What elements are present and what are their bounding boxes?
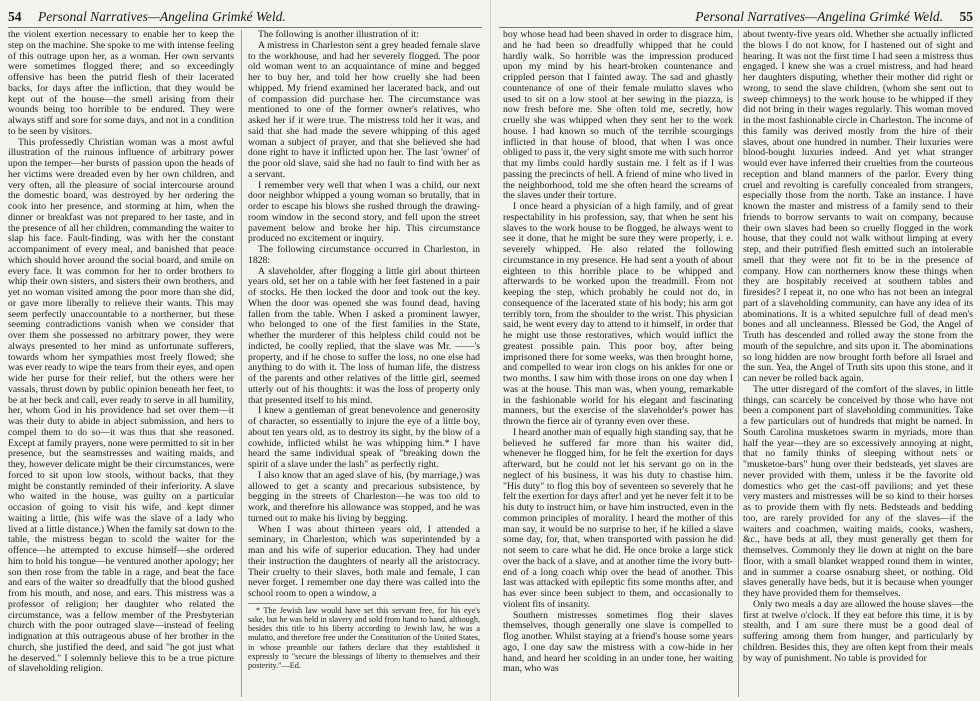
paragraph: I also know that an aged slave of his, (by marriage,) was allowed to get a scanty and precarious subsistence, by begging in the streets of Charleston—he was too old to work, and therefore his allowance was stopped, and he was turned out to make his living by begging. bbox=[248, 469, 480, 524]
paragraph: the violent exertion necessary to enable her to keep the step on the machine. She spoke to me with intense feeling of this outrage upon her, as a woman. Her own servants were sometimes flogged there; and so exceedingly offensive has been the putrid flesh of their lacerated backs, for days after the infliction, that they would be kept out of the house—the smell arising from their wounds being too horrible to be endured. They were always stiff and sore for some days, and not in a condition to be seen by visitors. bbox=[8, 30, 234, 137]
paragraph: This professedly Christian woman was a most awful illustration of the ruinous influence of arbitrary power upon the temper—her bursts of passion upon the heads of her victims were dreaded even by her own children, and very often, all the pleasure of social intercourse around the domestic board, was destroyed by her ordering the cook into her presence, and storming at him, when the dinner or breakfast was not prepared to her taste, and in the presence of all her children, commanding the waiter to slap his face. Fault-finding, was with her the constant accompaniment of every meal, and banished that peace which should hover around the social board, and smile on every face. It was common for her to order brothers to whip their own sisters, and sisters their own brothers, and yet no woman visited among the poor more than she did, or gave more liberally to relieve their wants. This may seem perfectly unaccountable to a northerner, but these seeming contradictions vanish when we consider that over them she possessed no arbitrary power, they were always presented to her mind as unfortunate sufferers, towards whom her sympathies most freely flowed; she was ever ready to wipe the tears from their eyes, and open wide her purse for their relief, but the others were her vassals, thrust down by public opinion beneath her feet, to be at her beck and call, ever ready to serve in all humility, her, whom God in his providence had set over them—it was their duty to abide in abject submission, and hers to compel them to do so—it was thus that she reasoned. Except at family prayers, none were permitted to sit in her presence, but the seamstresses and waiting maids, and they, however delicate might be their circumstances, were forced to sit upon low stools, without backs, that they might be constantly reminded of their inferiority. A slave who waited in the house, was guilty on a particular occasion of going to visit his wife, and kept dinner waiting a little, (his wife was the slave of a lady who lived at a little distance.) When the family sat down to the table, the mistress began to scold the waiter for the offence—he attempted to excuse himself—she ordered him to hold his tongue—he ventured another apology; her son then rose from the table in a rage, and beat the face and ears of the waiter so dreadfully that the blood gushed from his mouth, and nose, and ears. This mistress was a professor of religion; her daughter who related the circumstance, was a fellow member of the Presbyterian church with the poor outraged slave—instead of feeling indignation at this outrageous abuse of her brother in the church, she justified the deed, and said "he got just what he deserved." I solemnly believe this to be a true picture of slaveholding religion. bbox=[8, 136, 234, 675]
right-running-head: Personal Narratives—Angelina Grimké Weld. bbox=[695, 9, 943, 24]
paragraph: Southern mistresses sometimes flog their slaves themselves, though generally one slave is compelled to flog another. Whilst staying at a friend's house some years ago, I one day saw the mistress with a cow-hide in her hand, and heard her scolding in an under tone, her waiting man, who was bbox=[503, 609, 733, 675]
right-header-rule bbox=[499, 27, 973, 28]
paragraph: The following is another illustration of it: bbox=[258, 30, 419, 40]
footnote: * The Jewish law would have set this servant free, for his eye's sake, but he was held in slavery and sold from hand to hand, although, besides this title to his liberty according to Jewish law, he was a mulatto, and therefore free under the Constitution of the United States, in whose preamble our fathers declare that they established it expressly to "secure the blessings of liberty to themselves and their posterity."—Ed. bbox=[248, 603, 480, 670]
paragraph: I heard another man of equally high standing say, that he believed he suffered far more than his waiter did, whenever he flogged him, for he felt the exertion for days afterward, but he could not let his servant go on in the neglect of his business, it was his duty to chastise him. "His duty" to flog this boy of seventeen so severely that he felt the exertion for days after! and yet he never felt it to be his duty to instruct him, or have him instructed, even in the common principles of morality. I heard the mother of this man say, it would be no surprise to her, if he killed a slave some day, for, that, when transported with passion he did not seem to care what he did. He once broke a large stick over the back of a slave, and at another time the ivory butt-end of a long coach whip over the head of another. This last was attacked with epileptic fits some months after, and has ever since been subject to them, and occasionally to violent fits of insanity. bbox=[503, 426, 733, 610]
left-page-number: 54 bbox=[8, 9, 22, 24]
paragraph: The following circumstance occurred in Charleston, in 1828: bbox=[248, 244, 480, 266]
right-page bbox=[490, 0, 980, 701]
right-page-header bbox=[499, 8, 973, 26]
right-column-divider bbox=[738, 30, 739, 697]
paragraph: When I was about thirteen years old, I attended a seminary, in Charleston, which was superintended by a man and his wife of superior education. They had under their instruction the daughters of nearly all the aristocracy. Their cruelty to their slaves, both male and female, I can never forget. I remember one day there was called into the school room to open a window, a bbox=[248, 523, 480, 599]
left-page-header bbox=[8, 8, 482, 26]
paragraph: Only two meals a day are allowed the house slaves—the first at twelve o'clock. If they eat before this time, it is by stealth, and I am sure there must be a good deal of suffering among them from hunger, and particularly by children. Besides this, they are often kept from their meals by way of punishment. No table is provided for bbox=[743, 598, 973, 664]
paragraph: A mistress in Charleston sent a grey headed female slave to the workhouse, and had her severely flogged. The poor old woman went to an acquaintance of mine and begged her to buy her, and told her how cruelly she had been whipped. My friend examined her lacerated back, and out of compassion did purchase her. The circumstance was mentioned to one of the former owner's relatives, who asked her if it were true. The mistress told her it was, and said that she had made the severe whipping of this aged woman a subject of prayer, and that she believed she had done right to have it inflicted upon her. The last 'owner' of the poor old slave, said she had no fault to find with her as a servant. bbox=[248, 39, 480, 180]
left-column-divider bbox=[241, 30, 242, 697]
paragraph: boy whose head had been shaved in order to disgrace him, and he had been so dreadfully whipped that he could hardly walk. So horrible was the impression produced upon my mind by his heart-broken countenance and crippled person that I fainted away. The sad and ghastly countenance of one of their female mulatto slaves who used to sit on a low stool at her sewing in the piazza, is now fresh before me. She often told me, secretly, how cruelly she was whipped when they sent her to the work house. I had known so much of the terrible scourgings inflicted in that house of blood, that when I was once obliged to pass it, the very sight smote me with such horror that my limbs could hardly sustain me. I felt as if I was passing the precincts of hell. A friend of mine who lived in the neighborhood, told me she often heard the screams of the slaves under their torture. bbox=[503, 30, 733, 202]
right-page-number: 55 bbox=[959, 9, 973, 24]
paragraph: about twenty-five years old. Whether she actually inflicted the blows I do not know, for I hastened out of sight and hearing. It was not the first time I had seen a mistress thus engaged. I knew she was a cruel mistress, and had heard her daughters disputing, whether their mother did right or wrong, to send the slave children, (whom she sent out to sweep chimneys) to the work house to be whipped if they did not bring in their wages regularly. This woman moved in the most fashionable circle in Charleston. The income of this family was derived mostly from the hire of their slaves, about one hundred in number. Their luxuries were blood-bought luxuries indeed. And yet what stranger would ever have inferred their cruelties from the courteous reception and bland manners of the parlor. Every thing cruel and revolting is carefully concealed from strangers, especially those from the north. Take an instance. I have known the master and mistress of a family send to their friends to borrow servants to wait on company, because their own slaves had been so cruelly flogged in the work house, that they could not walk without limping at every step, and their putrified flesh emitted such an intolerable smell that they were not fit to be in the presence of company. How can northerners know these things when they are hospitably received at southern tables and firesides? I repeat it, no one who has not been an integral part of a slaveholding community, can have any idea of its abominations. It is a whited sepulchre full of dead men's bones and all uncleanness. Blessed be God, the Angel of Truth has descended and rolled away the stone from the mouth of the sepulchre, and sits upon it. The abominations so long hidden are now brought forth before all Israel and the sun. Yea, the Angel of Truth sits upon this stone, and it can never be rolled back again. bbox=[743, 30, 973, 384]
paragraph: I once heard a physician of a high family, and of great respectability in his profession, say, that when he sent his slaves to the work house to be flogged, he always went to see it done, that he might be sure they were properly, i. e. severely whipped. He also related the following circumstance in my presence. He had sent a youth of about eighteen to this horrible place to be whipped and afterwards to be worked upon the treadmill. From not keeping the step, which probably he could not do, in consequence of the lacerated state of his body; his arm got terribly torn, from the shoulder to the wrist. This physician said, he went every day to attend to it himself, in order that he might use those restoratives, which would inflict the greatest possible pain. This poor boy, after being imprisoned there for some weeks, was then brought home, and compelled to wear iron clogs on his ankles for one or two months. I saw him with those irons on one day when I was at the house. This man was, when young, remarkable in the fashionable world for his elegant and fascinating manners, but the exercise of the slaveholder's power has thrown the fierce air of tyranny even over these. bbox=[503, 201, 733, 427]
left-column-2 bbox=[248, 30, 480, 697]
left-header-rule bbox=[8, 27, 482, 28]
paragraph: I knew a gentleman of great benevolence and generosity of character, so essentially to injure the eye of a little boy, about ten years old, as to destroy its sight, by the blow of a cowhide, inflicted whilst he was whipping him.* I have heard the same individual speak of "breaking down the spirit of a slave under the lash" as perfectly right. bbox=[248, 405, 480, 470]
paragraph: The utter disregard of the comfort of the slaves, in little things, can scarcely be conceived by those who have not been a component part of slaveholding communities. Take a few particulars out of hundreds that might be named. In South Carolina musketoes swarm in myriads, more than half the year—they are so excessively annoying at night, that no family thinks of sleeping without nets or "musketoe-bars" hung over their bedsteads, yet slaves are never provided with them, unless it be the favorite old domestics who get the cast-off pavilions; and yet these very masters and mistresses will be so kind to their horses as to provide them with fly nets. Bedsteads and bedding too, are rarely provided for any of the slaves—if the waiters and coachmen, waiting maids, cooks, washers, &c., have beds at all, they must generally get them for themselves. Commonly they lie down at night on the bare floor, with a small blanket wrapped round them in winter, and in summer a coarse osnaburg sheet, or nothing. Old slaves generally have beds, but it is because when younger they have provided them for themselves. bbox=[743, 383, 973, 599]
paragraph: I remember very well that when I was a child, our next door neighbor whipped a young woman so brutally, that in order to escape his blows she rushed through the drawing-room window in the second story, and fell upon the street pavement below and broke her hip. This circumstance produced no excitement or inquiry. bbox=[248, 179, 480, 245]
right-column-1 bbox=[503, 30, 733, 697]
paragraph: A slaveholder, after flogging a little girl about thirteen years old, set her on a table with her feet fastened in a pair of stocks. He then locked the door and took out the key. When the door was opened she was found dead, having fallen from the table. When I asked a prominent lawyer, who belonged to one of the first families in the State, whether the murderer of this helpless child could not be indicted, he coolly replied, that the slave was Mr. ——'s property, and if he chose to suffer the loss, no one else had anything to do with it. The loss of human life, the distress of the parents and other relatives of the little girl, seemed utterly out of his thoughts: it was the loss of property only that presented itself to his mind. bbox=[248, 265, 480, 406]
right-column-2 bbox=[743, 30, 973, 697]
left-column-1 bbox=[8, 30, 234, 697]
left-running-head: Personal Narratives—Angelina Grimké Weld. bbox=[38, 9, 286, 24]
